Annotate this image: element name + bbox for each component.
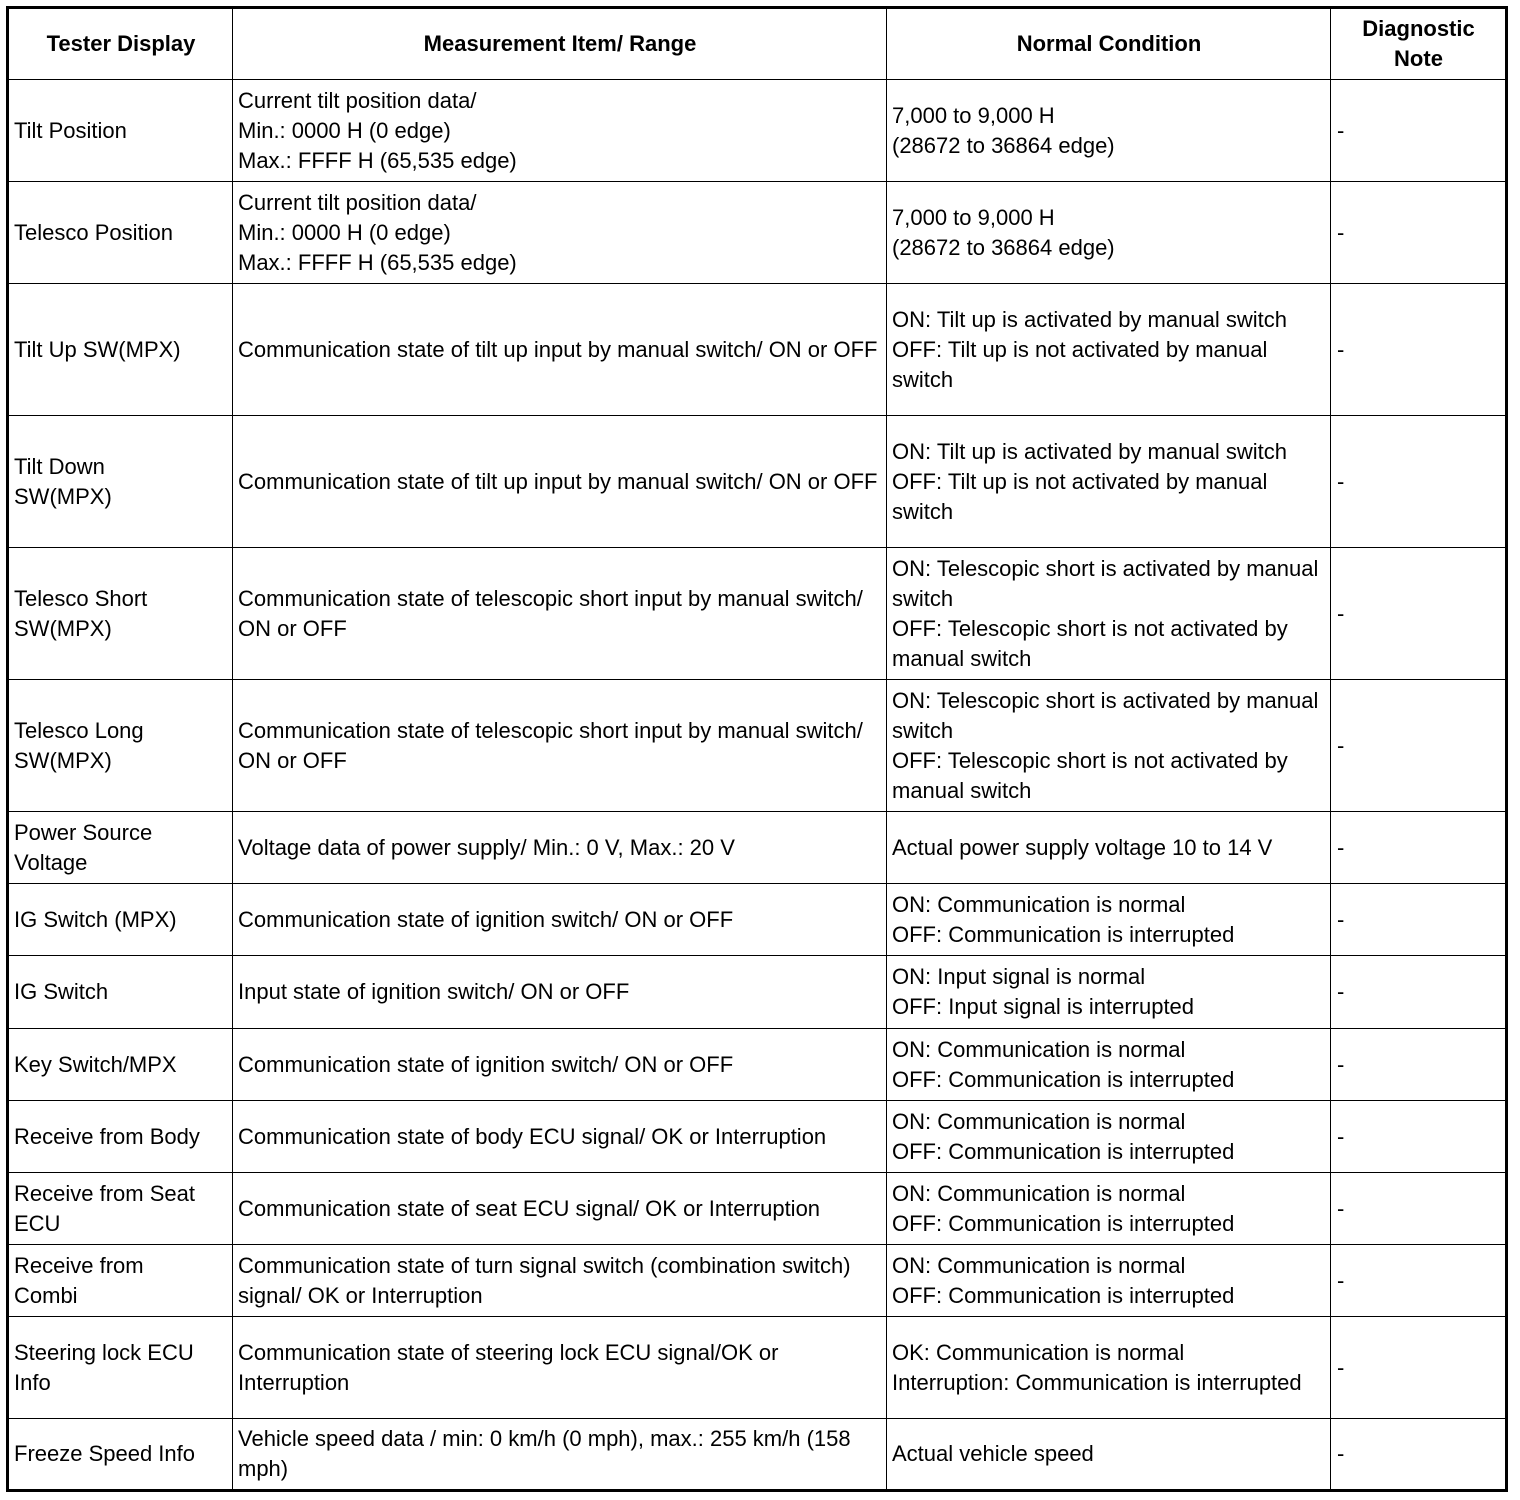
measurement-item-cell: Current tilt position data/ Min.: 0000 H (0 edge) Max.: FFFF H (65,535 edge): [233, 182, 887, 284]
normal-condition-cell: ON: Tilt up is activated by manual switch OFF: Tilt up is not activated by manual switch: [887, 416, 1331, 548]
normal-condition-cell: ON: Communication is normal OFF: Communication is interrupted: [887, 1101, 1331, 1173]
normal-condition-cell: OK: Communication is normal Interruption: Communication is interrupted: [887, 1317, 1331, 1419]
diagnostic-note-cell: -: [1331, 812, 1507, 884]
header-diagnostic-note: Diagnostic Note: [1331, 8, 1507, 80]
tester-display-cell: Tilt Position: [8, 80, 233, 182]
normal-condition-cell: ON: Communication is normal OFF: Communication is interrupted: [887, 1173, 1331, 1245]
header-tester-display: Tester Display: [8, 8, 233, 80]
normal-condition-cell: ON: Telescopic short is activated by manual switch OFF: Telescopic short is not activated by manual switch: [887, 548, 1331, 680]
tester-display-cell: Telesco Long SW(MPX): [8, 680, 233, 812]
measurement-item-cell: Communication state of tilt up input by manual switch/ ON or OFF: [233, 284, 887, 416]
normal-condition-cell: ON: Communication is normal OFF: Communication is interrupted: [887, 1029, 1331, 1101]
table-row: [8, 1029, 1507, 1101]
normal-condition-cell: Actual vehicle speed: [887, 1419, 1331, 1491]
table-row: [8, 182, 1507, 284]
diagnostic-note-cell: -: [1331, 1029, 1507, 1101]
table-row: [8, 1101, 1507, 1173]
table-row: [8, 812, 1507, 884]
tester-display-cell: Receive from Combi: [8, 1245, 233, 1317]
diagnostic-note-cell: -: [1331, 1419, 1507, 1491]
normal-condition-cell: 7,000 to 9,000 H (28672 to 36864 edge): [887, 80, 1331, 182]
tester-display-cell: Receive from Seat ECU: [8, 1173, 233, 1245]
measurement-item-cell: Communication state of ignition switch/ ON or OFF: [233, 884, 887, 956]
table-row: [8, 884, 1507, 956]
diagnostic-note-cell: -: [1331, 956, 1507, 1029]
measurement-item-cell: Input state of ignition switch/ ON or OFF: [233, 956, 887, 1029]
tester-display-cell: Key Switch/MPX: [8, 1029, 233, 1101]
normal-condition-cell: ON: Input signal is normal OFF: Input signal is interrupted: [887, 956, 1331, 1029]
table-row: [8, 956, 1507, 1029]
measurement-item-cell: Communication state of seat ECU signal/ OK or Interruption: [233, 1173, 887, 1245]
measurement-item-cell: Voltage data of power supply/ Min.: 0 V, Max.: 20 V: [233, 812, 887, 884]
measurement-item-cell: Communication state of telescopic short input by manual switch/ ON or OFF: [233, 548, 887, 680]
header-normal-condition: Normal Condition: [887, 8, 1331, 80]
diagnostic-note-cell: -: [1331, 548, 1507, 680]
measurement-item-cell: Vehicle speed data / min: 0 km/h (0 mph), max.: 255 km/h (158 mph): [233, 1419, 887, 1491]
tester-display-cell: Freeze Speed Info: [8, 1419, 233, 1491]
table-row: [8, 416, 1507, 548]
table-row: [8, 80, 1507, 182]
header-row: [8, 8, 1507, 80]
diagnostic-note-cell: -: [1331, 182, 1507, 284]
diagnostic-note-cell: -: [1331, 80, 1507, 182]
normal-condition-cell: 7,000 to 9,000 H (28672 to 36864 edge): [887, 182, 1331, 284]
tester-display-cell: Tilt Up SW(MPX): [8, 284, 233, 416]
table-row: [8, 680, 1507, 812]
table-row: [8, 1419, 1507, 1491]
table-row: [8, 1317, 1507, 1419]
tester-display-cell: IG Switch (MPX): [8, 884, 233, 956]
measurement-item-cell: Communication state of steering lock ECU signal/OK or Interruption: [233, 1317, 887, 1419]
diagnostic-note-cell: -: [1331, 1173, 1507, 1245]
measurement-item-cell: Communication state of turn signal switch (combination switch) signal/ OK or Interruption: [233, 1245, 887, 1317]
tester-display-cell: Receive from Body: [8, 1101, 233, 1173]
tester-display-cell: Telesco Short SW(MPX): [8, 548, 233, 680]
table-row: [8, 1173, 1507, 1245]
diagnostic-note-cell: -: [1331, 1317, 1507, 1419]
diagnostic-note-cell: -: [1331, 284, 1507, 416]
table-row: [8, 284, 1507, 416]
measurement-item-cell: Communication state of body ECU signal/ OK or Interruption: [233, 1101, 887, 1173]
normal-condition-cell: ON: Communication is normal OFF: Communication is interrupted: [887, 1245, 1331, 1317]
table-row: [8, 548, 1507, 680]
header-measurement-item: Measurement Item/ Range: [233, 8, 887, 80]
tester-display-cell: Power Source Voltage: [8, 812, 233, 884]
diagnostic-note-cell: -: [1331, 1101, 1507, 1173]
measurement-item-cell: Communication state of ignition switch/ ON or OFF: [233, 1029, 887, 1101]
measurement-item-cell: Communication state of telescopic short input by manual switch/ ON or OFF: [233, 680, 887, 812]
normal-condition-cell: ON: Communication is normal OFF: Communication is interrupted: [887, 884, 1331, 956]
data-list-table: [6, 6, 1508, 1492]
normal-condition-cell: ON: Telescopic short is activated by manual switch OFF: Telescopic short is not activated by manual switch: [887, 680, 1331, 812]
diagnostic-note-cell: -: [1331, 680, 1507, 812]
tester-display-cell: Telesco Position: [8, 182, 233, 284]
tester-display-cell: IG Switch: [8, 956, 233, 1029]
diagnostic-note-cell: -: [1331, 1245, 1507, 1317]
measurement-item-cell: Communication state of tilt up input by manual switch/ ON or OFF: [233, 416, 887, 548]
table-row: [8, 1245, 1507, 1317]
diagnostic-note-cell: -: [1331, 884, 1507, 956]
tester-display-cell: Tilt Down SW(MPX): [8, 416, 233, 548]
tester-display-cell: Steering lock ECU Info: [8, 1317, 233, 1419]
measurement-item-cell: Current tilt position data/ Min.: 0000 H (0 edge) Max.: FFFF H (65,535 edge): [233, 80, 887, 182]
diagnostic-note-cell: -: [1331, 416, 1507, 548]
normal-condition-cell: ON: Tilt up is activated by manual switch OFF: Tilt up is not activated by manual switch: [887, 284, 1331, 416]
normal-condition-cell: Actual power supply voltage 10 to 14 V: [887, 812, 1331, 884]
